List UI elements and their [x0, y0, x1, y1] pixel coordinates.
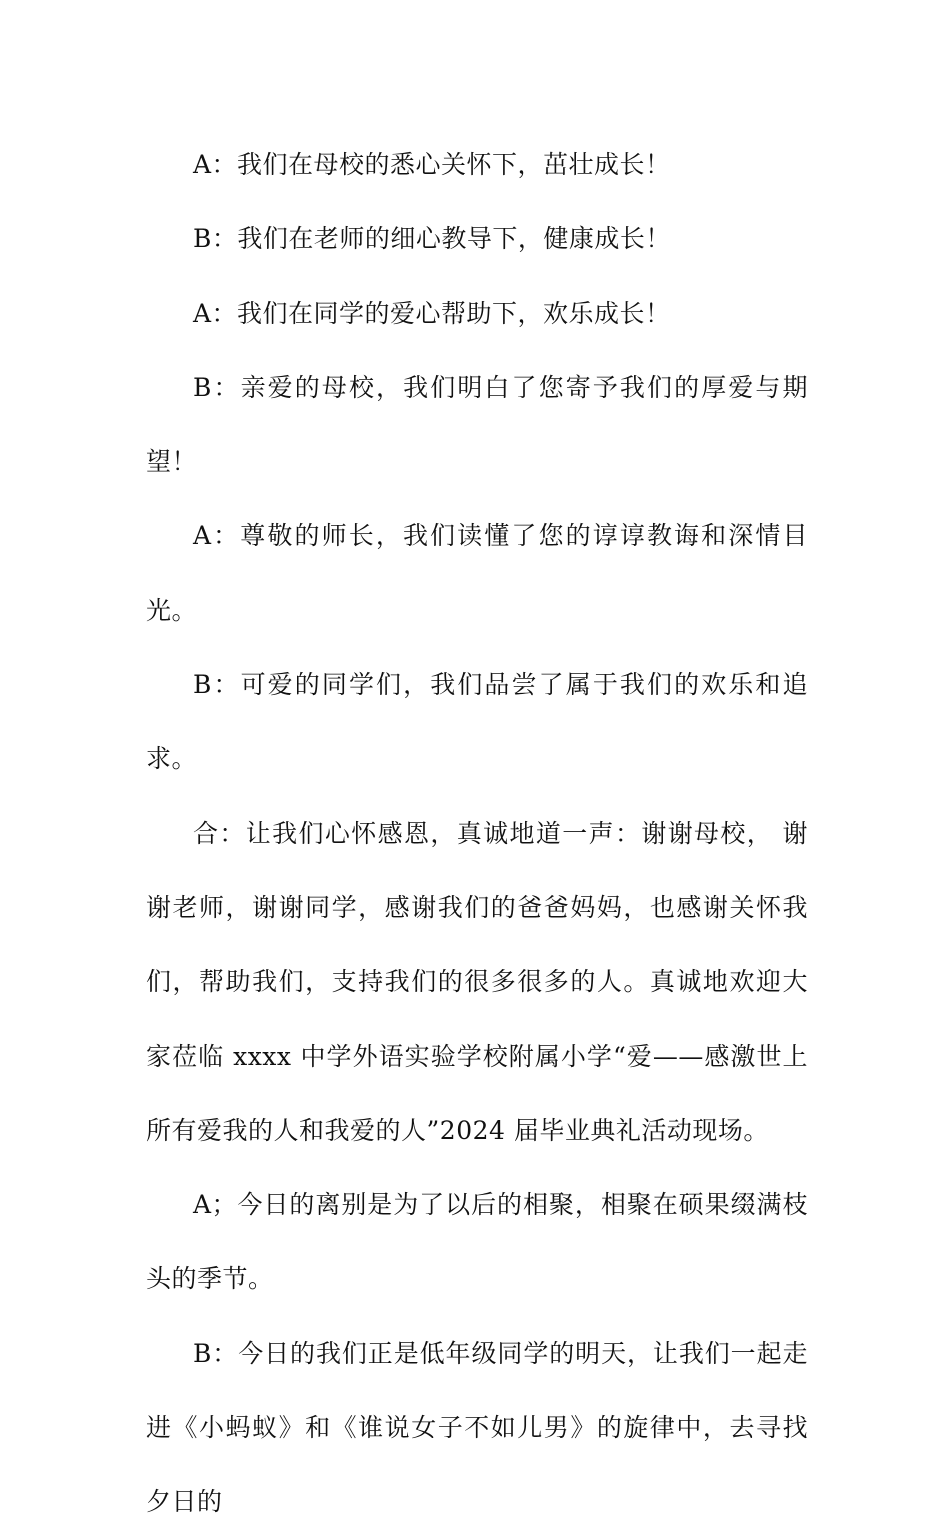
paragraph-7: 合：让我们心怀感恩，真诚地道一声：谢谢母校， 谢谢老师，谢谢同学，感谢我们的爸爸妈妈，也感谢关怀我们，帮助我们，支持我们的很多很多的人。真诚地欢迎大家莅临 xxxx 中学外语实验学校附属小学“爱——感激世上所有爱我的人和我爱的人”2024 届毕业典礼活动现场。	[146, 818, 808, 1145]
paragraph-9: B：今日的我们正是低年级同学的明天，让我们一起走进《小蚂蚁》和《谁说女子不如儿男》的旋律中，去寻找夕日的	[146, 1338, 808, 1517]
paragraph-5: A：尊敬的师长，我们读懂了您的谆谆教诲和深情目光。	[146, 521, 808, 625]
paragraph-6: B：可爱的同学们，我们品尝了属于我们的欢乐和追求。	[146, 670, 808, 774]
paragraph-3: A：我们在同学的爱心帮助下，欢乐成长！	[193, 298, 671, 328]
document-body	[146, 128, 808, 1540]
paragraph-8: A；今日的离别是为了以后的相聚，相聚在硕果缀满枝头的季节。	[146, 1190, 808, 1294]
paragraph-2: B：我们在老师的细心教导下，健康成长！	[193, 224, 671, 254]
paragraph-4: B：亲爱的母校，我们明白了您寄予我们的厚爱与期望！	[146, 372, 808, 477]
paragraph-1: A：我们在母校的悉心关怀下，茁壮成长！	[193, 150, 671, 179]
